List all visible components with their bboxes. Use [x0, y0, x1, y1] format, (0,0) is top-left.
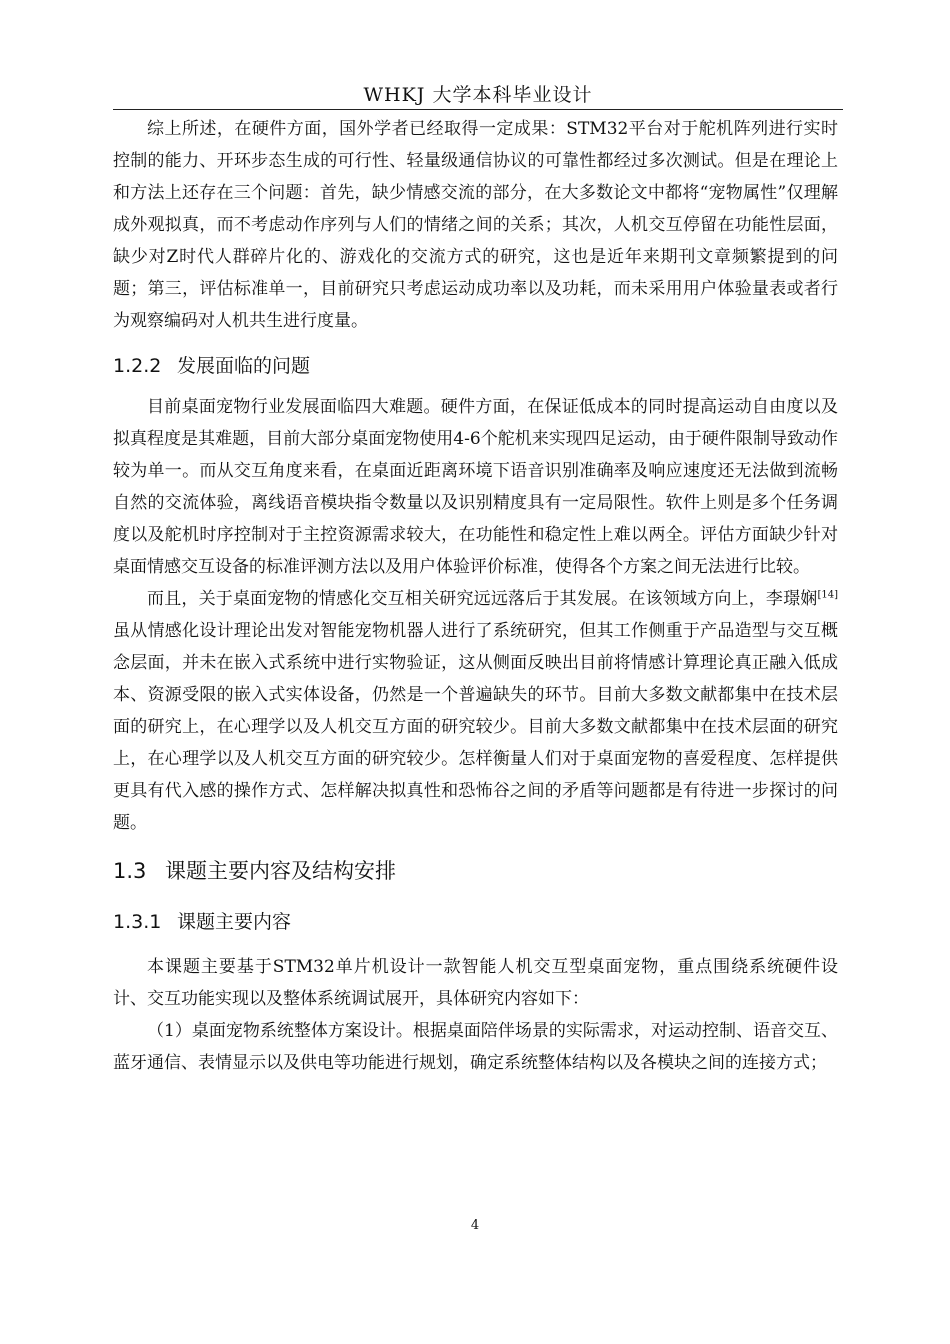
paragraph-main-content: 本课题主要基于STM32单片机设计一款智能人机交互型桌面宠物，重点围绕系统硬件设计、交互功能实现以及整体系统调试展开，具体研究内容如下： — [113, 957, 838, 1009]
paragraph-text: 而且，关于桌面宠物的情感化交互相关研究远远落后于其发展。在该领域方向上，李璟娴 — [147, 589, 818, 609]
header-rule — [113, 109, 843, 110]
paragraph-text: 虽从情感化设计理论出发对智能宠物机器人进行了系统研究，但其工作侧重于产品造型与交互概念层面，并未在嵌入式系统中进行实物验证，这从侧面反映出目前将情感计算理论真正融入低成本、资源受限的嵌入式实体设备，仍然是一个普遍缺失的环节。目前大多数文献都集中在技术层面的研究上，在心理学以及人机交互方面的研究较少。目前大多数文献都集中在技术层面的研究上，在心理学以及人机交互方面的研究较少。怎样衡量人们对于桌面宠物的喜爱程度、怎样提供更具有代入感的操作方式、怎样解决拟真性和恐怖谷之间的矛盾等问题都是有待进一步探讨的问题。 — [113, 621, 838, 833]
section-title: 课题主要内容 — [177, 911, 292, 933]
running-header: WHKJ 大学本科毕业设计 — [363, 84, 593, 106]
section-title: 课题主要内容及结构安排 — [165, 859, 396, 883]
page-content — [113, 113, 838, 1079]
paragraph-emotional-research — [113, 583, 838, 839]
section-number: 1.3.1 — [113, 911, 162, 933]
paragraph-item-1: （1）桌面宠物系统整体方案设计。根据桌面陪伴场景的实际需求，对运动控制、语音交互、蓝牙通信、表情显示以及供电等功能进行规划，确定系统整体结构以及各模块之间的连接方式； — [113, 1021, 838, 1073]
paragraph-summary: 综上所述，在硬件方面，国外学者已经取得一定成果：STM32平台对于舵机阵列进行实时控制的能力、开环步态生成的可行性、轻量级通信协议的可靠性都经过多次测试。但是在理论上和方法上还存在三个问题：首先，缺少情感交流的部分，在大多数论文中都将“宠物属性”仅理解成外观拟真，而不考虑动作序列与人们的情绪之间的关系；其次，人机交互停留在功能性层面，缺少对Z时代人群碎片化的、游戏化的交流方式的研究，这也是近年来期刊文章频繁提到的问题；第三，评估标准单一，目前研究只考虑运动成功率以及功耗，而未采用用户体验量表或者行为观察编码对人机共生进行度量。 — [113, 119, 838, 331]
section-number: 1.3 — [113, 859, 147, 883]
section-heading-1-2-2 — [113, 351, 838, 381]
section-number: 1.2.2 — [113, 355, 162, 377]
paragraph-challenges: 目前桌面宠物行业发展面临四大难题。硬件方面，在保证低成本的同时提高运动自由度以及拟真程度是其难题，目前大部分桌面宠物使用4-6个舵机来实现四足运动，由于硬件限制导致动作较为单一。而从交互角度来看，在桌面近距离环境下语音识别准确率及响应速度还无法做到流畅自然的交流体验，离线语音模块指令数量以及识别精度具有一定局限性。软件上则是多个任务调度以及舵机时序控制对于主控资源需求较大，在功能性和稳定性上难以两全。评估方面缺少针对桌面情感交互设备的标准评测方法以及用户体验评价标准，使得各个方案之间无法进行比较。 — [113, 397, 838, 577]
section-heading-1-3 — [113, 855, 838, 887]
page-number: 4 — [470, 1218, 480, 1233]
section-title: 发展面临的问题 — [177, 355, 311, 377]
citation-ref: [14] — [817, 589, 838, 601]
section-heading-1-3-1 — [113, 907, 838, 937]
